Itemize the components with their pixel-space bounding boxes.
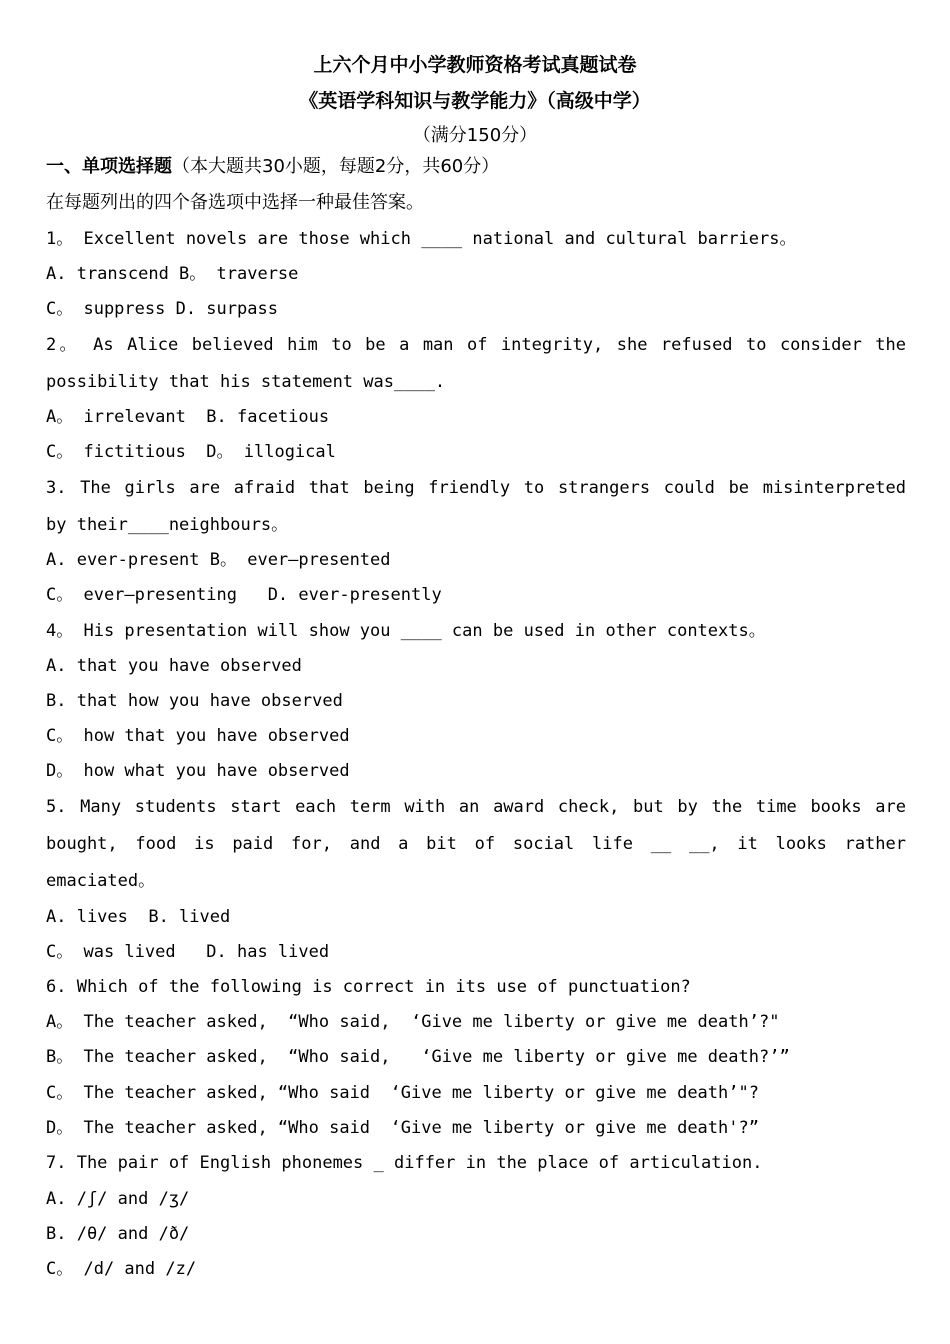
q6-option-d: D。 The teacher asked, “Who said ‘Give me liberty or give me death'?” bbox=[46, 1118, 759, 1138]
q5-options-ab: A. lives B. lived bbox=[46, 907, 231, 927]
question-2-cont: possibility that his statement was____. bbox=[46, 372, 446, 392]
q2-options-cd: C。 fictitious D。 illogical bbox=[46, 442, 336, 462]
q1-options-ab: A. transcend B。 traverse bbox=[46, 264, 299, 284]
question-5-end: emaciated。 bbox=[46, 871, 156, 891]
q4-option-d: D。 how what you have observed bbox=[46, 761, 350, 781]
q5-options-cd: C。 was lived D. has lived bbox=[46, 942, 330, 962]
q4-option-b: B. that how you have observed bbox=[46, 691, 343, 711]
q2-options-ab: A。 irrelevant B. facetious bbox=[46, 407, 330, 427]
score-note: （满分150分） bbox=[412, 125, 538, 146]
question-4: 4。 His presentation will show you ____ can be used in other contexts。 bbox=[46, 621, 766, 641]
q6-option-b: B。 The teacher asked, “Who said, ‘Give me liberty or give me death?’” bbox=[46, 1047, 790, 1067]
question-5: 5. Many students start each term with an award check, but by the time books are bbox=[46, 797, 906, 817]
q7-option-a: A. /ʃ/ and /ʒ/ bbox=[46, 1189, 190, 1209]
question-7: 7. The pair of English phonemes _ differ in the place of articulation. bbox=[46, 1153, 763, 1173]
q6-option-a: A。 The teacher asked, “Who said, ‘Give me liberty or give me death’?" bbox=[46, 1012, 780, 1032]
q3-options-cd: C。 ever—presenting D. ever-presently bbox=[46, 585, 442, 605]
section-instruction: 在每题列出的四个备选项中选择一种最佳答案。 bbox=[46, 192, 424, 213]
exam-subtitle: 《英语学科知识与教学能力》（高级中学） bbox=[299, 90, 651, 112]
question-3: 3. The girls are afraid that being friendly to strangers could be misinterpreted bbox=[46, 478, 906, 498]
question-5-cont: bought, food is paid for, and a bit of social life __ __, it looks rather bbox=[46, 834, 906, 854]
q3-options-ab: A. ever-present B。 ever—presented bbox=[46, 550, 391, 570]
section-note: （本大题共30小题，每题2分，共60分） bbox=[172, 156, 500, 177]
section-title: 一、单项选择题 bbox=[46, 156, 172, 177]
q6-option-c: C。 The teacher asked, “Who said ‘Give me liberty or give me death’"? bbox=[46, 1083, 759, 1103]
section-heading bbox=[46, 156, 906, 178]
q7-option-b: B. /θ/ and /ð/ bbox=[46, 1224, 190, 1244]
exam-title: 上六个月中小学教师资格考试真题试卷 bbox=[313, 54, 637, 76]
q1-options-cd: C。 suppress D. surpass bbox=[46, 299, 278, 319]
q4-option-c: C。 how that you have observed bbox=[46, 726, 350, 746]
question-1: 1。 Excellent novels are those which ____ national and cultural barriers。 bbox=[46, 229, 797, 249]
question-6: 6. Which of the following is correct in its use of punctuation? bbox=[46, 977, 691, 997]
question-3-cont: by their____neighbours。 bbox=[46, 515, 289, 535]
question-2: 2。 As Alice believed him to be a man of integrity, she refused to consider the bbox=[46, 335, 906, 355]
q4-option-a: A. that you have observed bbox=[46, 656, 302, 676]
q7-option-c: C。 /d/ and /z/ bbox=[46, 1259, 197, 1279]
